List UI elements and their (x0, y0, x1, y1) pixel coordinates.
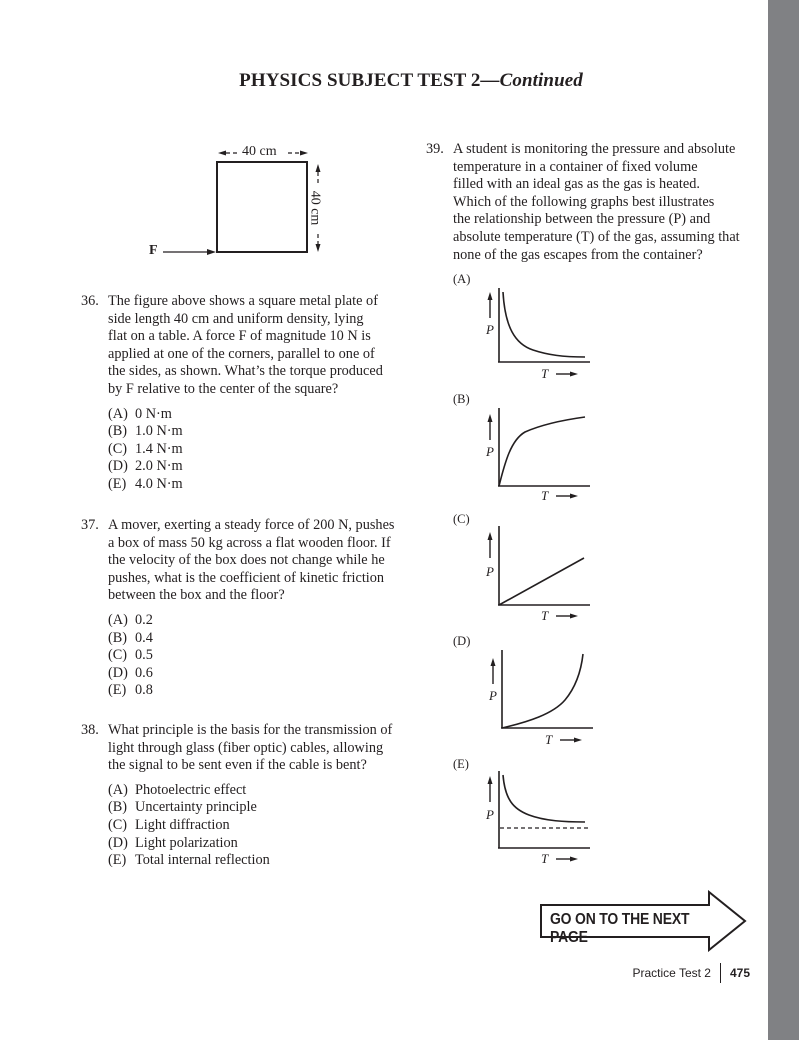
choice-text: 0 N·m (135, 405, 172, 422)
choice-letter: (B) (108, 799, 128, 816)
square-plate-figure (140, 140, 340, 265)
question-stem (453, 141, 766, 264)
question-stem (108, 722, 411, 775)
choice-letter: (A) (453, 272, 471, 286)
svg-text:P: P (486, 322, 494, 337)
footer-divider (720, 963, 721, 983)
choice-letter: (C) (108, 647, 128, 664)
svg-text:P: P (486, 444, 494, 459)
choice-a[interactable] (108, 782, 411, 800)
choice-letter: (A) (108, 405, 128, 422)
stem-line: What principle is the basis for the transmission of (108, 722, 393, 738)
stem-line: A student is monitoring the pressure and absolute (453, 141, 736, 157)
graph-choice-c[interactable] (453, 512, 603, 622)
choice-letter: (E) (453, 757, 469, 771)
choice-e[interactable] (108, 852, 411, 870)
svg-text:T: T (545, 732, 553, 747)
svg-text:T: T (541, 488, 549, 502)
graph-decreasing-hyperbola (453, 272, 603, 382)
choice-letter: (D) (108, 834, 128, 851)
graph-choice-d[interactable] (453, 634, 603, 747)
choice-b[interactable] (108, 799, 411, 817)
choice-e[interactable] (108, 682, 411, 700)
graph-choice-e[interactable] (453, 757, 603, 867)
choice-letter: (E) (108, 682, 127, 699)
choice-text: 0.6 (135, 664, 153, 681)
choice-text: Light diffraction (135, 816, 230, 833)
answer-choices (108, 612, 411, 700)
choice-d[interactable] (108, 665, 411, 683)
answer-choices (108, 782, 411, 870)
stem-line: filled with an ideal gas as the gas is heated. (453, 176, 700, 193)
svg-text:T: T (541, 851, 549, 866)
height-label: 40 cm (307, 190, 323, 226)
stem-line: between the box and the floor? (108, 587, 285, 604)
choice-text: 0.4 (135, 629, 153, 646)
graph-linear-through-origin (453, 512, 603, 622)
stem-line: pushes, what is the coefficient of kinetic friction (108, 569, 385, 586)
width-label: 40 cm (242, 144, 277, 159)
stem-line: the velocity of the box does not change while he (108, 552, 385, 569)
graph-decreasing-to-asymptote (453, 757, 603, 867)
stem-line: A mover, exerting a steady force of 200 N, pushes (108, 517, 395, 533)
question-stem (108, 517, 411, 605)
choice-text: 2.0 N·m (135, 458, 183, 475)
choice-text: 1.0 N·m (135, 423, 183, 440)
stem-line: the signal to be sent even if the cable is bent? (108, 757, 367, 774)
side-tab-bar (768, 0, 799, 1040)
question-37 (81, 517, 411, 700)
choice-text: Light polarization (135, 834, 238, 851)
stem-line: temperature in a container of fixed volume (453, 158, 698, 175)
stem-line: light through glass (fiber optic) cables, allowing (108, 739, 384, 756)
svg-text:P: P (489, 688, 497, 703)
graph-choice-b[interactable] (453, 392, 603, 502)
choice-text: 0.5 (135, 647, 153, 664)
next-page-arrow (539, 890, 749, 952)
next-page-label: GO ON TO THE NEXT PAGE (550, 911, 690, 946)
question-36 (81, 293, 411, 494)
question-38 (81, 722, 411, 870)
choice-letter: (D) (108, 458, 128, 475)
choice-letter: (B) (108, 423, 128, 440)
choice-text: 0.8 (135, 682, 153, 699)
stem-line: side length 40 cm and uniform density, lying (108, 310, 364, 327)
choice-text: 4.0 N·m (135, 475, 183, 492)
choice-b[interactable] (108, 423, 411, 441)
stem-line: the relationship between the pressure (P) and (453, 211, 711, 228)
choice-text: Total internal reflection (135, 852, 270, 869)
svg-text:P: P (486, 807, 494, 822)
answer-choices (108, 406, 411, 494)
choice-text: 0.2 (135, 611, 153, 628)
choice-e[interactable] (108, 476, 411, 494)
stem-line: flat on a table. A force F of magnitude 10 N is (108, 328, 371, 345)
choice-text: Photoelectric effect (135, 781, 247, 798)
stem-line: none of the gas escapes from the container? (453, 246, 703, 263)
question-number: 37. (81, 517, 99, 533)
choice-letter: (E) (108, 475, 127, 492)
choice-c[interactable] (108, 817, 411, 835)
choice-d[interactable] (108, 835, 411, 853)
choice-letter: (C) (453, 512, 470, 526)
choice-letter: (B) (453, 392, 470, 406)
choice-letter: (C) (108, 816, 128, 833)
svg-text:P: P (486, 564, 494, 579)
footer-section: Practice Test 2 (632, 966, 711, 980)
choice-a[interactable] (108, 406, 411, 424)
question-number: 38. (81, 722, 99, 738)
choice-letter: (C) (108, 440, 128, 457)
choice-letter: (D) (453, 634, 471, 648)
stem-line: applied at one of the corners, parallel to one of (108, 345, 375, 362)
force-label: F (149, 243, 158, 258)
stem-line: absolute temperature (T) of the gas, assuming that (453, 228, 740, 245)
choice-b[interactable] (108, 630, 411, 648)
choice-text: 1.4 N·m (135, 440, 183, 457)
choice-c[interactable] (108, 647, 411, 665)
choice-a[interactable] (108, 612, 411, 630)
question-39 (426, 141, 766, 264)
graph-increasing-convex (453, 634, 603, 749)
choice-c[interactable] (108, 441, 411, 459)
stem-line: the sides, as shown. What’s the torque produced (108, 363, 383, 380)
stem-line: Which of the following graphs best illustrates (453, 193, 715, 210)
question-stem (108, 293, 411, 399)
choice-letter: (E) (108, 852, 127, 869)
graph-increasing-concave (453, 392, 603, 502)
choice-text: Uncertainty principle (135, 799, 257, 816)
page-number: 475 (729, 966, 750, 980)
question-number: 39. (426, 141, 444, 157)
page-title-continued: —Continued (480, 70, 583, 91)
choice-letter: (A) (108, 781, 128, 798)
graph-choice-a[interactable] (453, 272, 603, 382)
svg-text:T: T (541, 366, 549, 381)
stem-line: by F relative to the center of the square? (108, 380, 339, 397)
page-title-main: PHYSICS SUBJECT TEST 2 (239, 70, 481, 91)
svg-text:T: T (541, 608, 549, 622)
page-footer (632, 963, 750, 983)
choice-letter: (A) (108, 611, 128, 628)
choice-d[interactable] (108, 458, 411, 476)
stem-line: a box of mass 50 kg across a flat wooden floor. If (108, 534, 391, 551)
page-title (0, 70, 799, 92)
choice-letter: (B) (108, 629, 128, 646)
stem-line: The figure above shows a square metal plate of (108, 293, 378, 309)
choice-letter: (D) (108, 664, 128, 681)
question-number: 36. (81, 293, 99, 309)
